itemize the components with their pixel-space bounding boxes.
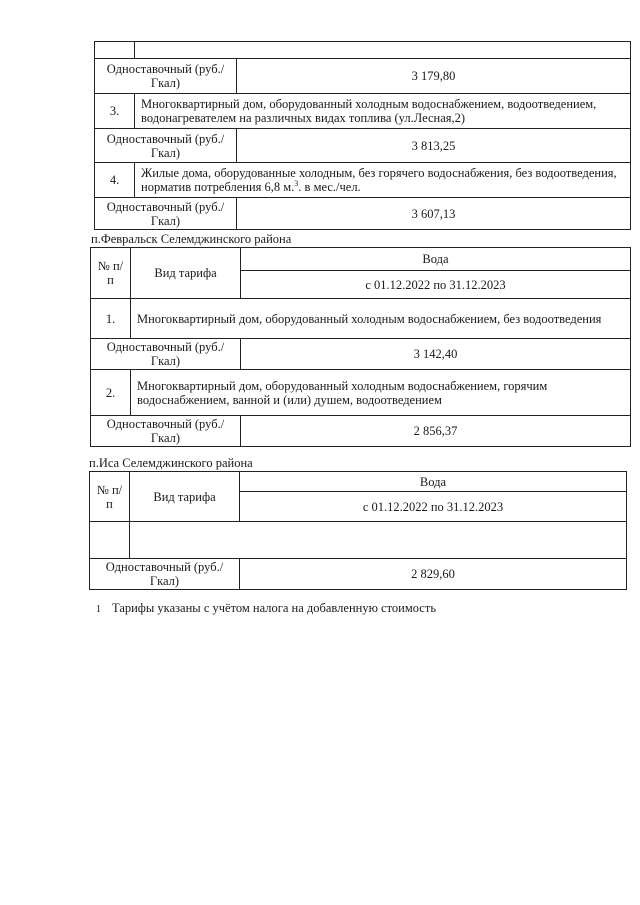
table-row	[91, 416, 631, 447]
row-description	[135, 163, 631, 198]
tariff-table-fevralsk	[90, 247, 631, 447]
tariff-value: 3 142,40	[241, 339, 631, 370]
col-header-tariff-kind: Вид тарифа	[130, 472, 240, 522]
tariff-label: Одноставочный (руб./Гкал)	[91, 339, 241, 370]
table-row	[95, 94, 631, 129]
row-number: 3.	[95, 94, 135, 129]
row-description: Многоквартирный дом, оборудованный холодным водоснабжением, горячим водоснабжением, ванной и (или) душем, водоотведением	[131, 370, 631, 416]
col-header-water: Вода	[241, 248, 631, 271]
table-row	[91, 248, 631, 271]
tariff-value: 3 813,25	[237, 129, 631, 163]
description-text: . в мес./чел.	[298, 180, 361, 194]
table-cell	[130, 522, 627, 559]
table-row	[95, 129, 631, 163]
table-row	[90, 522, 627, 559]
row-number: 1.	[91, 299, 131, 339]
section-heading: п.Иса Селемджинского района	[89, 456, 253, 470]
tariff-value: 2 829,60	[240, 559, 627, 590]
footnote	[96, 601, 436, 617]
col-header-period: с 01.12.2022 по 31.12.2023	[240, 492, 627, 522]
table-cell	[95, 42, 135, 59]
col-header-tariff-kind: Вид тарифа	[131, 248, 241, 299]
table-row	[95, 59, 631, 94]
tariff-value: 3 179,80	[237, 59, 631, 94]
section-heading: п.Февральск Селемджинского района	[91, 232, 292, 246]
table-row	[91, 339, 631, 370]
description-text: Жилые дома, оборудованные холодным, без горячего водоснабжения, без водоотведения, норматив потребления 6,8 м.	[141, 166, 617, 194]
col-header-period: с 01.12.2022 по 31.12.2023	[241, 271, 631, 299]
tariff-value: 2 856,37	[241, 416, 631, 447]
table-row	[90, 472, 627, 492]
footnote-mark: 1	[96, 604, 101, 615]
table-cell	[90, 522, 130, 559]
table-row	[91, 370, 631, 416]
row-number: 4.	[95, 163, 135, 198]
table-row	[95, 198, 631, 230]
col-header-water: Вода	[240, 472, 627, 492]
tariff-table-isa	[89, 471, 627, 590]
footnote-text: Тарифы указаны с учётом налога на добавленную стоимость	[112, 601, 437, 615]
tariff-table-continued	[94, 41, 631, 230]
table-row	[95, 42, 631, 59]
table-row	[95, 163, 631, 198]
table-cell	[135, 42, 631, 59]
table-row	[90, 559, 627, 590]
col-header-number: № п/п	[91, 248, 131, 299]
row-description: Многоквартирный дом, оборудованный холодным водоснабжением, без водоотведения	[131, 299, 631, 339]
col-header-number: № п/п	[90, 472, 130, 522]
tariff-label: Одноставочный (руб./Гкал)	[95, 59, 237, 94]
tariff-label: Одноставочный (руб./Гкал)	[90, 559, 240, 590]
tariff-value: 3 607,13	[237, 198, 631, 230]
superscript: 3	[294, 178, 299, 188]
row-description: Многоквартирный дом, оборудованный холодным водоснабжением, водоотведением, водонагревателем на различных видах топлива (ул.Лесная,2)	[135, 94, 631, 129]
tariff-label: Одноставочный (руб./Гкал)	[95, 198, 237, 230]
tariff-label: Одноставочный (руб./Гкал)	[91, 416, 241, 447]
row-number: 2.	[91, 370, 131, 416]
tariff-label: Одноставочный (руб./Гкал)	[95, 129, 237, 163]
table-row	[91, 299, 631, 339]
